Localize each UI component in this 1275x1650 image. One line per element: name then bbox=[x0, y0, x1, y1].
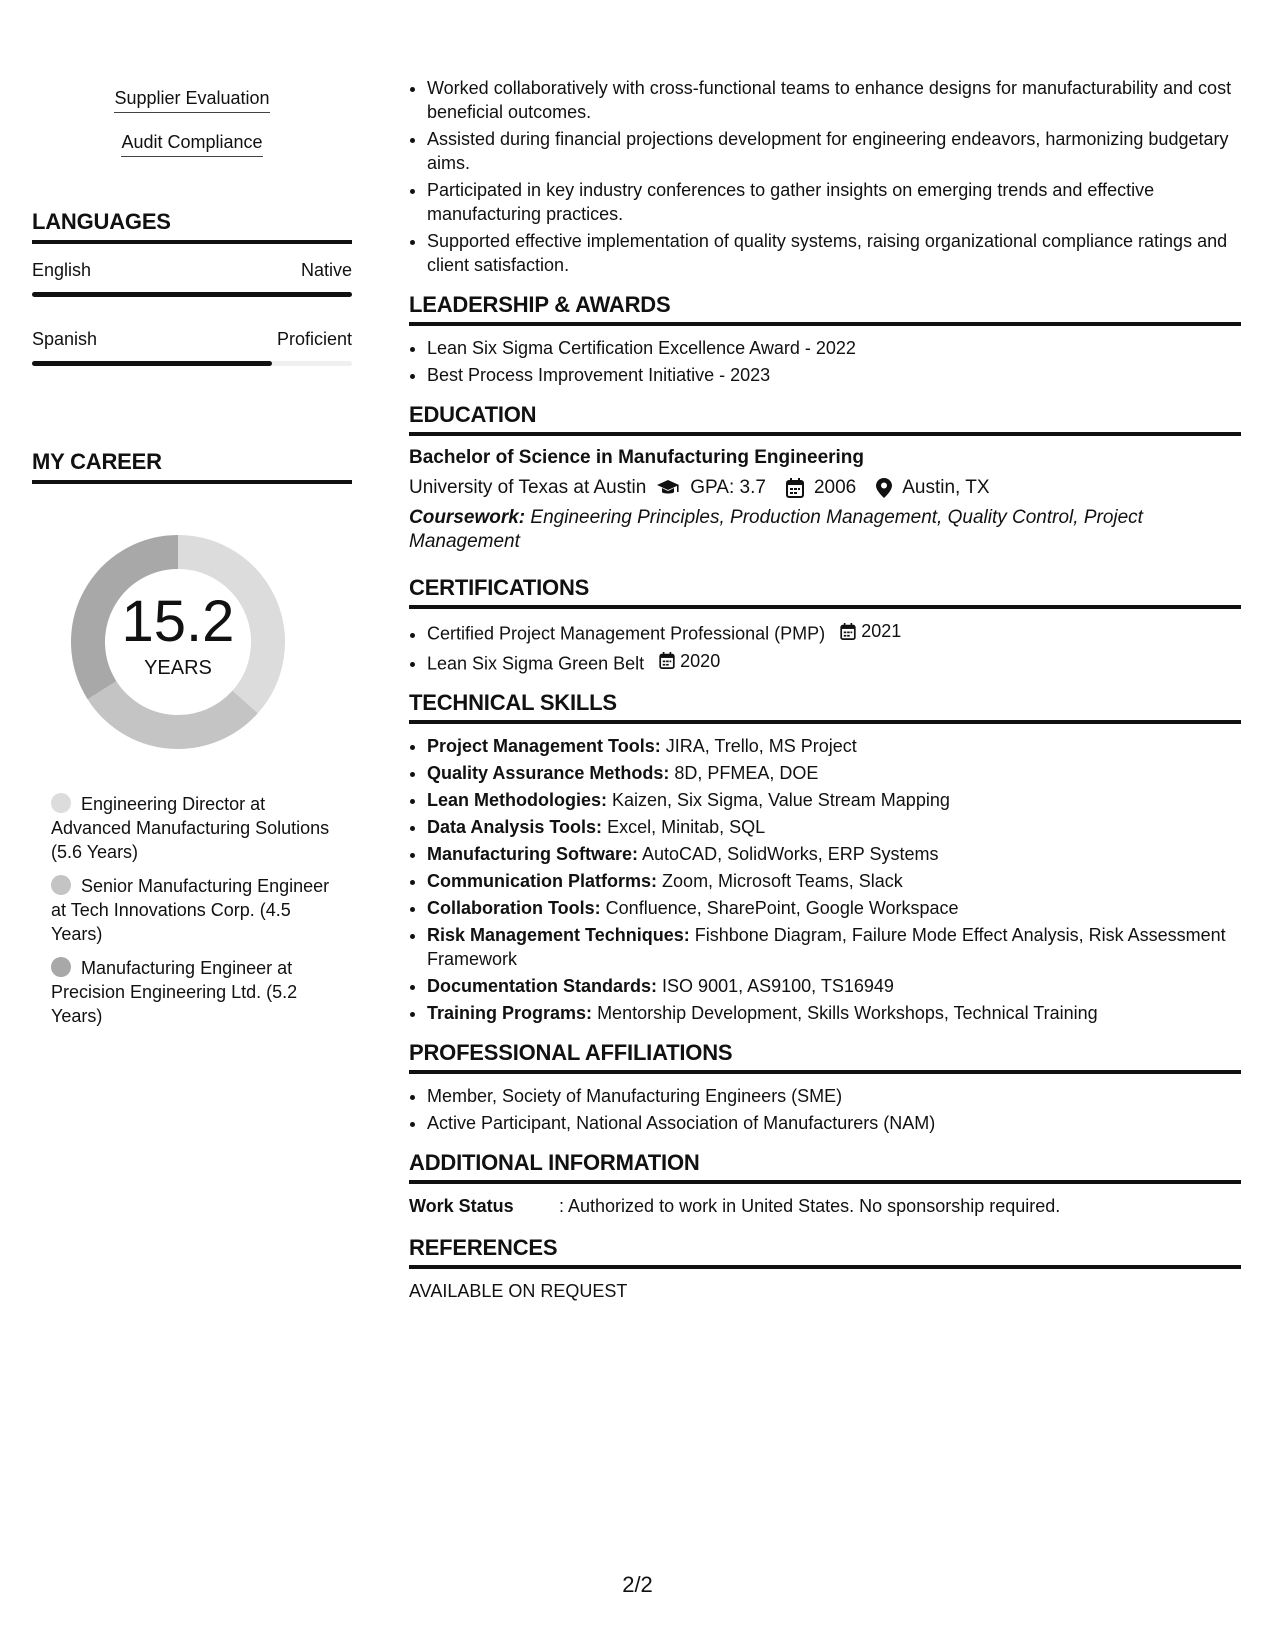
career-total-number: 15.2 bbox=[121, 589, 235, 654]
legend-dot bbox=[51, 957, 71, 977]
legend-dot bbox=[51, 875, 71, 895]
career-total-unit: YEARS bbox=[144, 657, 212, 679]
education-gpa: GPA: 3.7 bbox=[690, 477, 766, 498]
list-item bbox=[427, 974, 1241, 998]
awards-list bbox=[409, 336, 1241, 387]
awards-heading: LEADERSHIP & AWARDS bbox=[409, 293, 1241, 326]
additional-info-heading: ADDITIONAL INFORMATION bbox=[409, 1151, 1241, 1184]
list-item bbox=[427, 761, 1241, 785]
coursework-label: Coursework: bbox=[409, 507, 526, 528]
list-item: • Participated in key industry conferences to gather insights on emerging trends and effective manufacturing practices. bbox=[427, 178, 1241, 226]
skill-label: Quality Assurance Methods: bbox=[427, 763, 670, 783]
career-heading: MY CAREER bbox=[32, 450, 352, 484]
skill-value: Kaizen, Six Sigma, Value Stream Mapping bbox=[612, 790, 950, 810]
education-details bbox=[409, 476, 1241, 500]
skill-label: Lean Methodologies: bbox=[427, 790, 607, 810]
list-item bbox=[427, 1001, 1241, 1025]
calendar-icon bbox=[840, 623, 856, 640]
experience-bullets bbox=[409, 76, 1241, 277]
technical-skills-heading: TECHNICAL SKILLS bbox=[409, 691, 1241, 724]
certifications-heading: CERTIFICATIONS bbox=[409, 576, 1241, 609]
language-level: Proficient bbox=[276, 329, 352, 349]
language-bar bbox=[32, 361, 352, 366]
list-item: • Lean Six Sigma Certification Excellence Award - 2022 bbox=[427, 336, 1241, 360]
education-year: 2006 bbox=[813, 477, 857, 498]
graduation-cap-icon bbox=[656, 479, 680, 497]
career-item bbox=[51, 792, 331, 864]
career-item-text: Engineering Director at Advanced Manufacturing Solutions (5.6 Years) bbox=[51, 794, 330, 862]
affiliations-list bbox=[409, 1084, 1241, 1135]
career-item-text: Senior Manufacturing Engineer at Tech Innovations Corp. (4.5 Years) bbox=[51, 876, 330, 944]
references-heading: REFERENCES bbox=[409, 1236, 1241, 1269]
list-item: • Active Participant, National Association of Manufacturers (NAM) bbox=[427, 1111, 1241, 1135]
list-item bbox=[427, 788, 1241, 812]
skill-value: ISO 9001, AS9100, TS16949 bbox=[662, 976, 894, 996]
skill-label: Training Programs: bbox=[427, 1003, 593, 1023]
career-item bbox=[51, 874, 331, 946]
languages-section bbox=[32, 210, 352, 366]
calendar-icon bbox=[786, 478, 804, 498]
language-item bbox=[32, 258, 352, 297]
coursework-text: Engineering Principles, Production Management, Quality Control, Project Management bbox=[409, 507, 1143, 552]
certification-name: Lean Six Sigma Green Belt bbox=[427, 653, 645, 673]
skill-label: Project Management Tools: bbox=[427, 736, 661, 756]
career-list bbox=[51, 792, 331, 1038]
list-item bbox=[427, 815, 1241, 839]
education-school: University of Texas at Austin bbox=[409, 477, 647, 498]
certification-year: 2020 bbox=[680, 650, 721, 671]
skill-label: Documentation Standards: bbox=[427, 976, 658, 996]
list-item bbox=[427, 619, 1241, 646]
calendar-icon bbox=[659, 652, 675, 669]
skill-tag: Audit Compliance bbox=[121, 130, 262, 157]
location-pin-icon bbox=[876, 478, 892, 498]
language-bar-fill bbox=[32, 292, 352, 297]
list-item: • Best Process Improvement Initiative - 2023 bbox=[427, 363, 1241, 387]
list-item bbox=[427, 923, 1241, 971]
language-name: English bbox=[32, 260, 92, 280]
work-status-row bbox=[409, 1194, 1241, 1218]
skill-label: Manufacturing Software: bbox=[427, 844, 639, 864]
skill-value: Fishbone Diagram, Failure Mode Effect Analysis, Risk Assessment Framework bbox=[427, 925, 1226, 969]
skill-value: 8D, PFMEA, DOE bbox=[674, 763, 819, 783]
skill-value: JIRA, Trello, MS Project bbox=[665, 736, 857, 756]
skill-value: Confluence, SharePoint, Google Workspace bbox=[605, 898, 959, 918]
list-item bbox=[427, 842, 1241, 866]
certification-name: Certified Project Management Professional (PMP) bbox=[427, 623, 826, 644]
career-item-text: Manufacturing Engineer at Precision Engineering Ltd. (5.2 Years) bbox=[51, 958, 298, 1026]
languages-heading: LANGUAGES bbox=[32, 210, 352, 244]
affiliations-heading: PROFESSIONAL AFFILIATIONS bbox=[409, 1041, 1241, 1074]
skill-label: Communication Platforms: bbox=[427, 871, 658, 891]
main-content bbox=[409, 0, 1241, 1303]
skill-value: Mentorship Development, Skills Workshops, Technical Training bbox=[597, 1003, 1098, 1023]
education-coursework bbox=[409, 506, 1241, 554]
page-number: 2/2 bbox=[622, 1572, 653, 1597]
language-level: Native bbox=[300, 260, 352, 280]
skill-tags bbox=[32, 86, 352, 174]
skill-value: Excel, Minitab, SQL bbox=[607, 817, 766, 837]
work-status-value: : Authorized to work in United States. No sponsorship required. bbox=[559, 1196, 1061, 1216]
language-bar-fill bbox=[32, 361, 272, 366]
list-item: • Supported effective implementation of quality systems, raising organizational compliance ratings and client satisfaction. bbox=[427, 229, 1241, 277]
list-item bbox=[427, 869, 1241, 893]
education-degree: Bachelor of Science in Manufacturing Engineering bbox=[409, 447, 865, 468]
language-name: Spanish bbox=[32, 329, 98, 349]
education-location: Austin, TX bbox=[902, 477, 990, 498]
career-section bbox=[32, 449, 352, 1026]
certifications-list bbox=[409, 619, 1241, 675]
certification-year: 2021 bbox=[861, 621, 902, 641]
list-item: • Assisted during financial projections development for engineering endeavors, harmonizing budgetary aims. bbox=[427, 127, 1241, 175]
education-heading: EDUCATION bbox=[409, 403, 1241, 436]
skill-label: Data Analysis Tools: bbox=[427, 817, 603, 837]
skill-label: Collaboration Tools: bbox=[427, 898, 601, 918]
work-status-key: Work Status bbox=[409, 1196, 514, 1216]
legend-dot bbox=[51, 793, 71, 813]
skill-value: AutoCAD, SolidWorks, ERP Systems bbox=[642, 844, 939, 864]
language-bar bbox=[32, 292, 352, 297]
skill-tag: Supplier Evaluation bbox=[114, 86, 269, 113]
list-item bbox=[427, 734, 1241, 758]
list-item bbox=[427, 649, 1241, 676]
skill-value: Zoom, Microsoft Teams, Slack bbox=[662, 871, 903, 891]
career-total bbox=[66, 530, 290, 754]
references-text: AVAILABLE ON REQUEST bbox=[409, 1281, 628, 1301]
language-item bbox=[32, 327, 352, 366]
list-item bbox=[427, 896, 1241, 920]
list-item: • Worked collaboratively with cross-functional teams to enhance designs for manufacturability and cost beneficial outcomes. bbox=[427, 76, 1241, 124]
list-item: • Member, Society of Manufacturing Engineers (SME) bbox=[427, 1084, 1241, 1108]
career-item bbox=[51, 956, 331, 1028]
technical-skills-list bbox=[409, 734, 1241, 1025]
skill-label: Risk Management Techniques: bbox=[427, 925, 690, 945]
